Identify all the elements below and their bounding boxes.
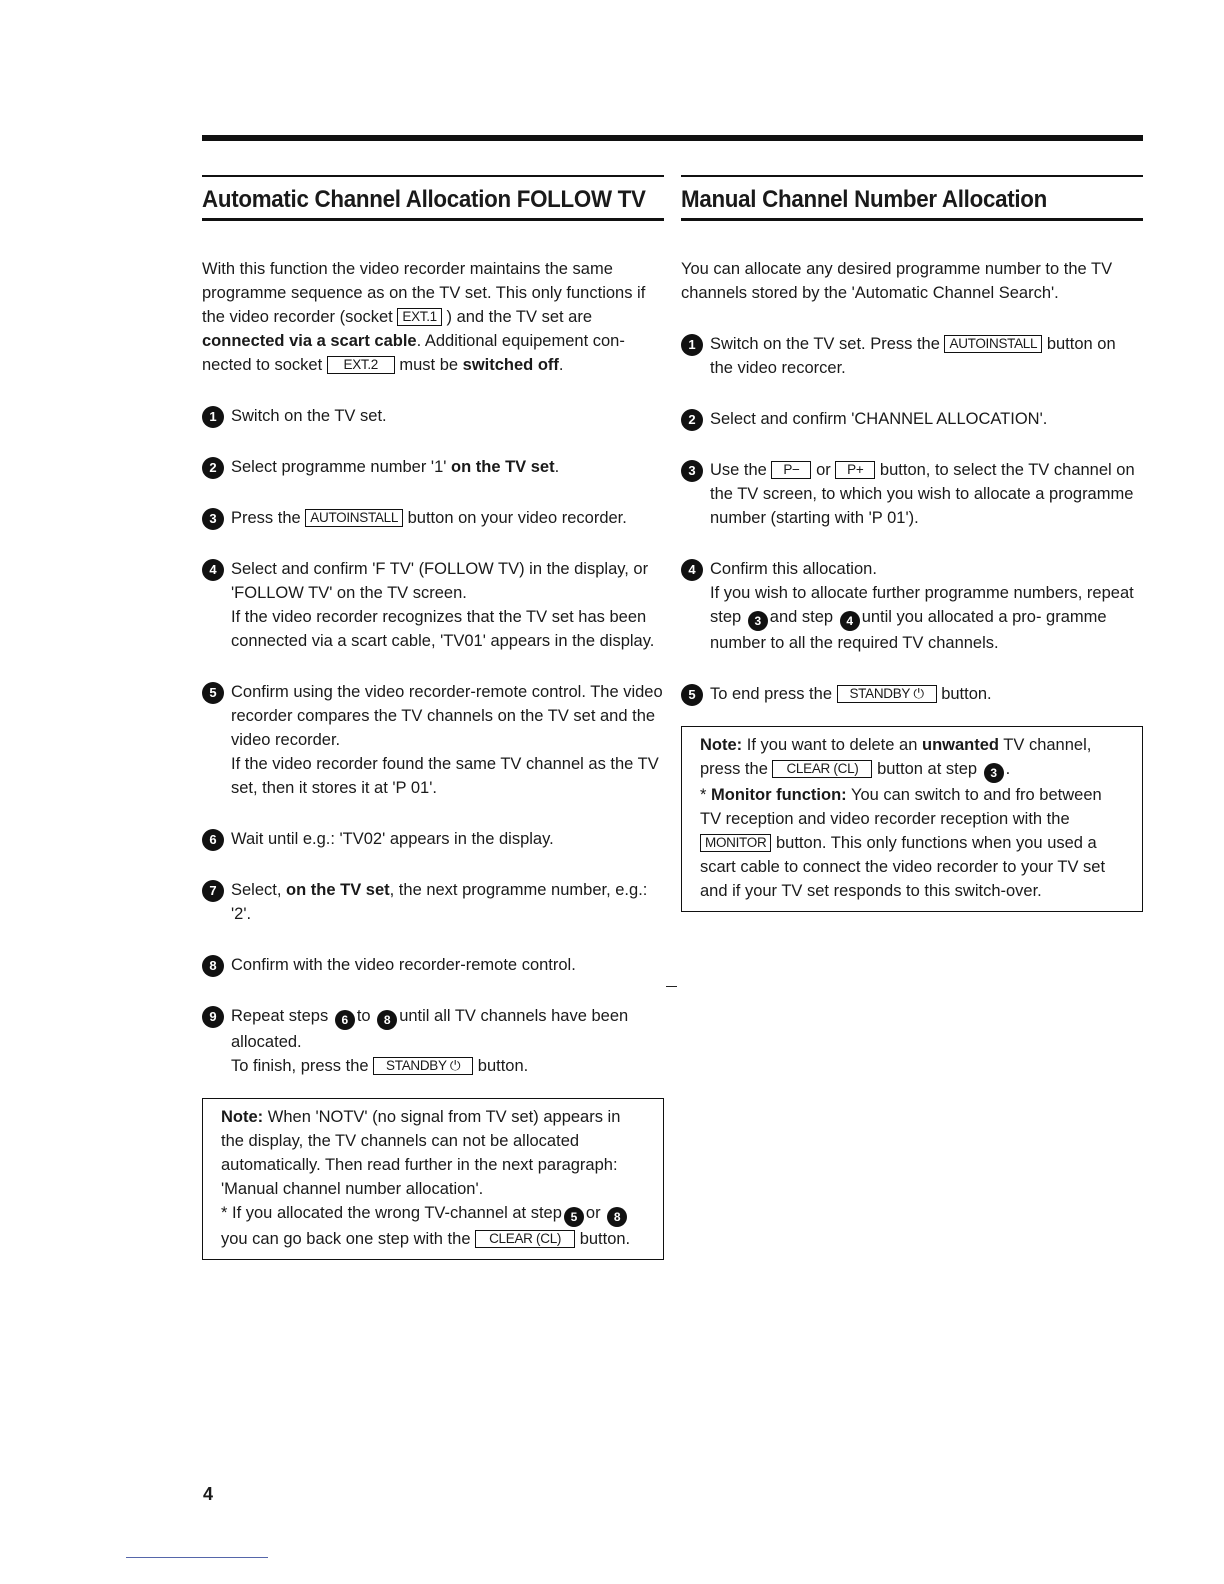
top-rule	[202, 135, 1143, 141]
step-3: 3 Use the P− or P+ button, to select the TV channel on the TV screen, to which you wish to allocate a programme number (starting with 'P 01').	[681, 458, 1143, 530]
autoinstall-key: AUTOINSTALL	[944, 335, 1042, 353]
step-ref-icon: 4	[840, 611, 860, 631]
step-5: 5 To end press the STANDBY ⏻ button.	[681, 682, 1143, 706]
margin-mark	[666, 986, 677, 987]
section-header-manual	[681, 175, 1143, 221]
step-number-icon: 3	[202, 508, 224, 530]
step-number-icon: 3	[681, 460, 703, 482]
p-minus-key: P−	[771, 461, 811, 479]
step-number-icon: 4	[681, 559, 703, 581]
section-title: Automatic Channel Allocation FOLLOW TV	[202, 186, 646, 213]
step-number-icon: 7	[202, 880, 224, 902]
clear-key: CLEAR (CL)	[772, 760, 872, 778]
section-title: Manual Channel Number Allocation	[681, 186, 1048, 213]
step-number-icon: 2	[681, 409, 703, 431]
step-9: 9 Repeat steps 6 to 8 until all TV channels have been allocated. To finish, press the STANDBY ⏻ button.	[202, 1004, 664, 1078]
step-1: 1 Switch on the TV set. Press the AUTOINSTALL button on the video recorcer.	[681, 332, 1143, 380]
note-box: Note: When 'NOTV' (no signal from TV set) appears in the display, the TV channels can not be allocated automatically. Then read further in the next paragraph: 'Manual channel number allocation'. * If you allocated the wrong TV-channel at step 5 or 8you can go back one step with the CLEAR (CL) button.	[202, 1098, 664, 1260]
step-number-icon: 4	[202, 559, 224, 581]
step-ref-icon: 8	[607, 1207, 627, 1227]
step-ref-icon: 3	[984, 763, 1004, 783]
step-ref-icon: 3	[748, 611, 768, 631]
p-plus-key: P+	[835, 461, 875, 479]
step-number-icon: 5	[681, 684, 703, 706]
left-column	[202, 175, 664, 1260]
ext1-key: EXT.1	[397, 308, 442, 326]
step-7: 7 Select, on the TV set, the next programme number, e.g.: '2'.	[202, 878, 664, 926]
step-1: 1 Switch on the TV set.	[202, 404, 664, 428]
step-number-icon: 9	[202, 1006, 224, 1028]
note-box: Note: If you want to delete an unwanted TV channel, press the CLEAR (CL) button at step 3 . * Monitor function: You can switch to and fro between TV reception and video recorder reception with the MONITOR button. This only functions when you used a scart cable to connect the video recorder to your TV set and if your TV set responds to this switch-over.	[681, 726, 1143, 912]
step-number-icon: 2	[202, 457, 224, 479]
step-ref-icon: 8	[377, 1010, 397, 1030]
step-4: 4 Confirm this allocation. If you wish to allocate further programme numbers, repeat step 3 and step 4 until you allocated a pro- gramme number to all the required TV channels.	[681, 557, 1143, 655]
step-number-icon: 1	[202, 406, 224, 428]
footer-line	[126, 1557, 268, 1558]
autoinstall-key: AUTOINSTALL	[305, 509, 403, 527]
clear-key: CLEAR (CL)	[475, 1230, 575, 1248]
step-number-icon: 8	[202, 955, 224, 977]
intro-paragraph: With this function the video recorder maintains the same programme sequence as on the TV set. This only functions if the video recorder (socket EXT.1 ) and the TV set are connected via a scart cable. Additional equipement con- nected to socket EXT.2 must be switched off.	[202, 260, 646, 374]
step-number-icon: 5	[202, 682, 224, 704]
step-3: 3 Press the AUTOINSTALL button on your video recorder.	[202, 506, 664, 530]
step-2: 2 Select programme number '1' on the TV set.	[202, 455, 664, 479]
standby-key: STANDBY ⏻	[373, 1057, 473, 1075]
intro-paragraph: You can allocate any desired programme number to the TV channels stored by the 'Automatic Channel Search'.	[681, 260, 1113, 302]
page-number: 4	[203, 1484, 214, 1504]
section-header-follow-tv	[202, 175, 664, 221]
step-8: 8 Confirm with the video recorder-remote control.	[202, 953, 664, 977]
step-6: 6 Wait until e.g.: 'TV02' appears in the display.	[202, 827, 664, 851]
monitor-key: MONITOR	[700, 834, 771, 852]
step-ref-icon: 5	[564, 1207, 584, 1227]
right-column	[681, 175, 1143, 912]
step-ref-icon: 6	[335, 1010, 355, 1030]
step-5: 5 Confirm using the video recorder-remote control. The video recorder compares the TV channels on the TV set and the video recorder. If the video recorder found the same TV channel as the TV set, then it stores it at 'P 01'.	[202, 680, 664, 800]
step-4: 4 Select and confirm 'F TV' (FOLLOW TV) in the display, or 'FOLLOW TV' on the TV screen. If the video recorder recognizes that the TV set has been connected via a scart cable, 'TV01' appears in the display.	[202, 557, 664, 653]
step-2: 2 Select and confirm 'CHANNEL ALLOCATION'.	[681, 407, 1143, 431]
ext2-key: EXT.2	[327, 356, 395, 374]
step-number-icon: 1	[681, 334, 703, 356]
step-number-icon: 6	[202, 829, 224, 851]
standby-key: STANDBY ⏻	[837, 685, 937, 703]
